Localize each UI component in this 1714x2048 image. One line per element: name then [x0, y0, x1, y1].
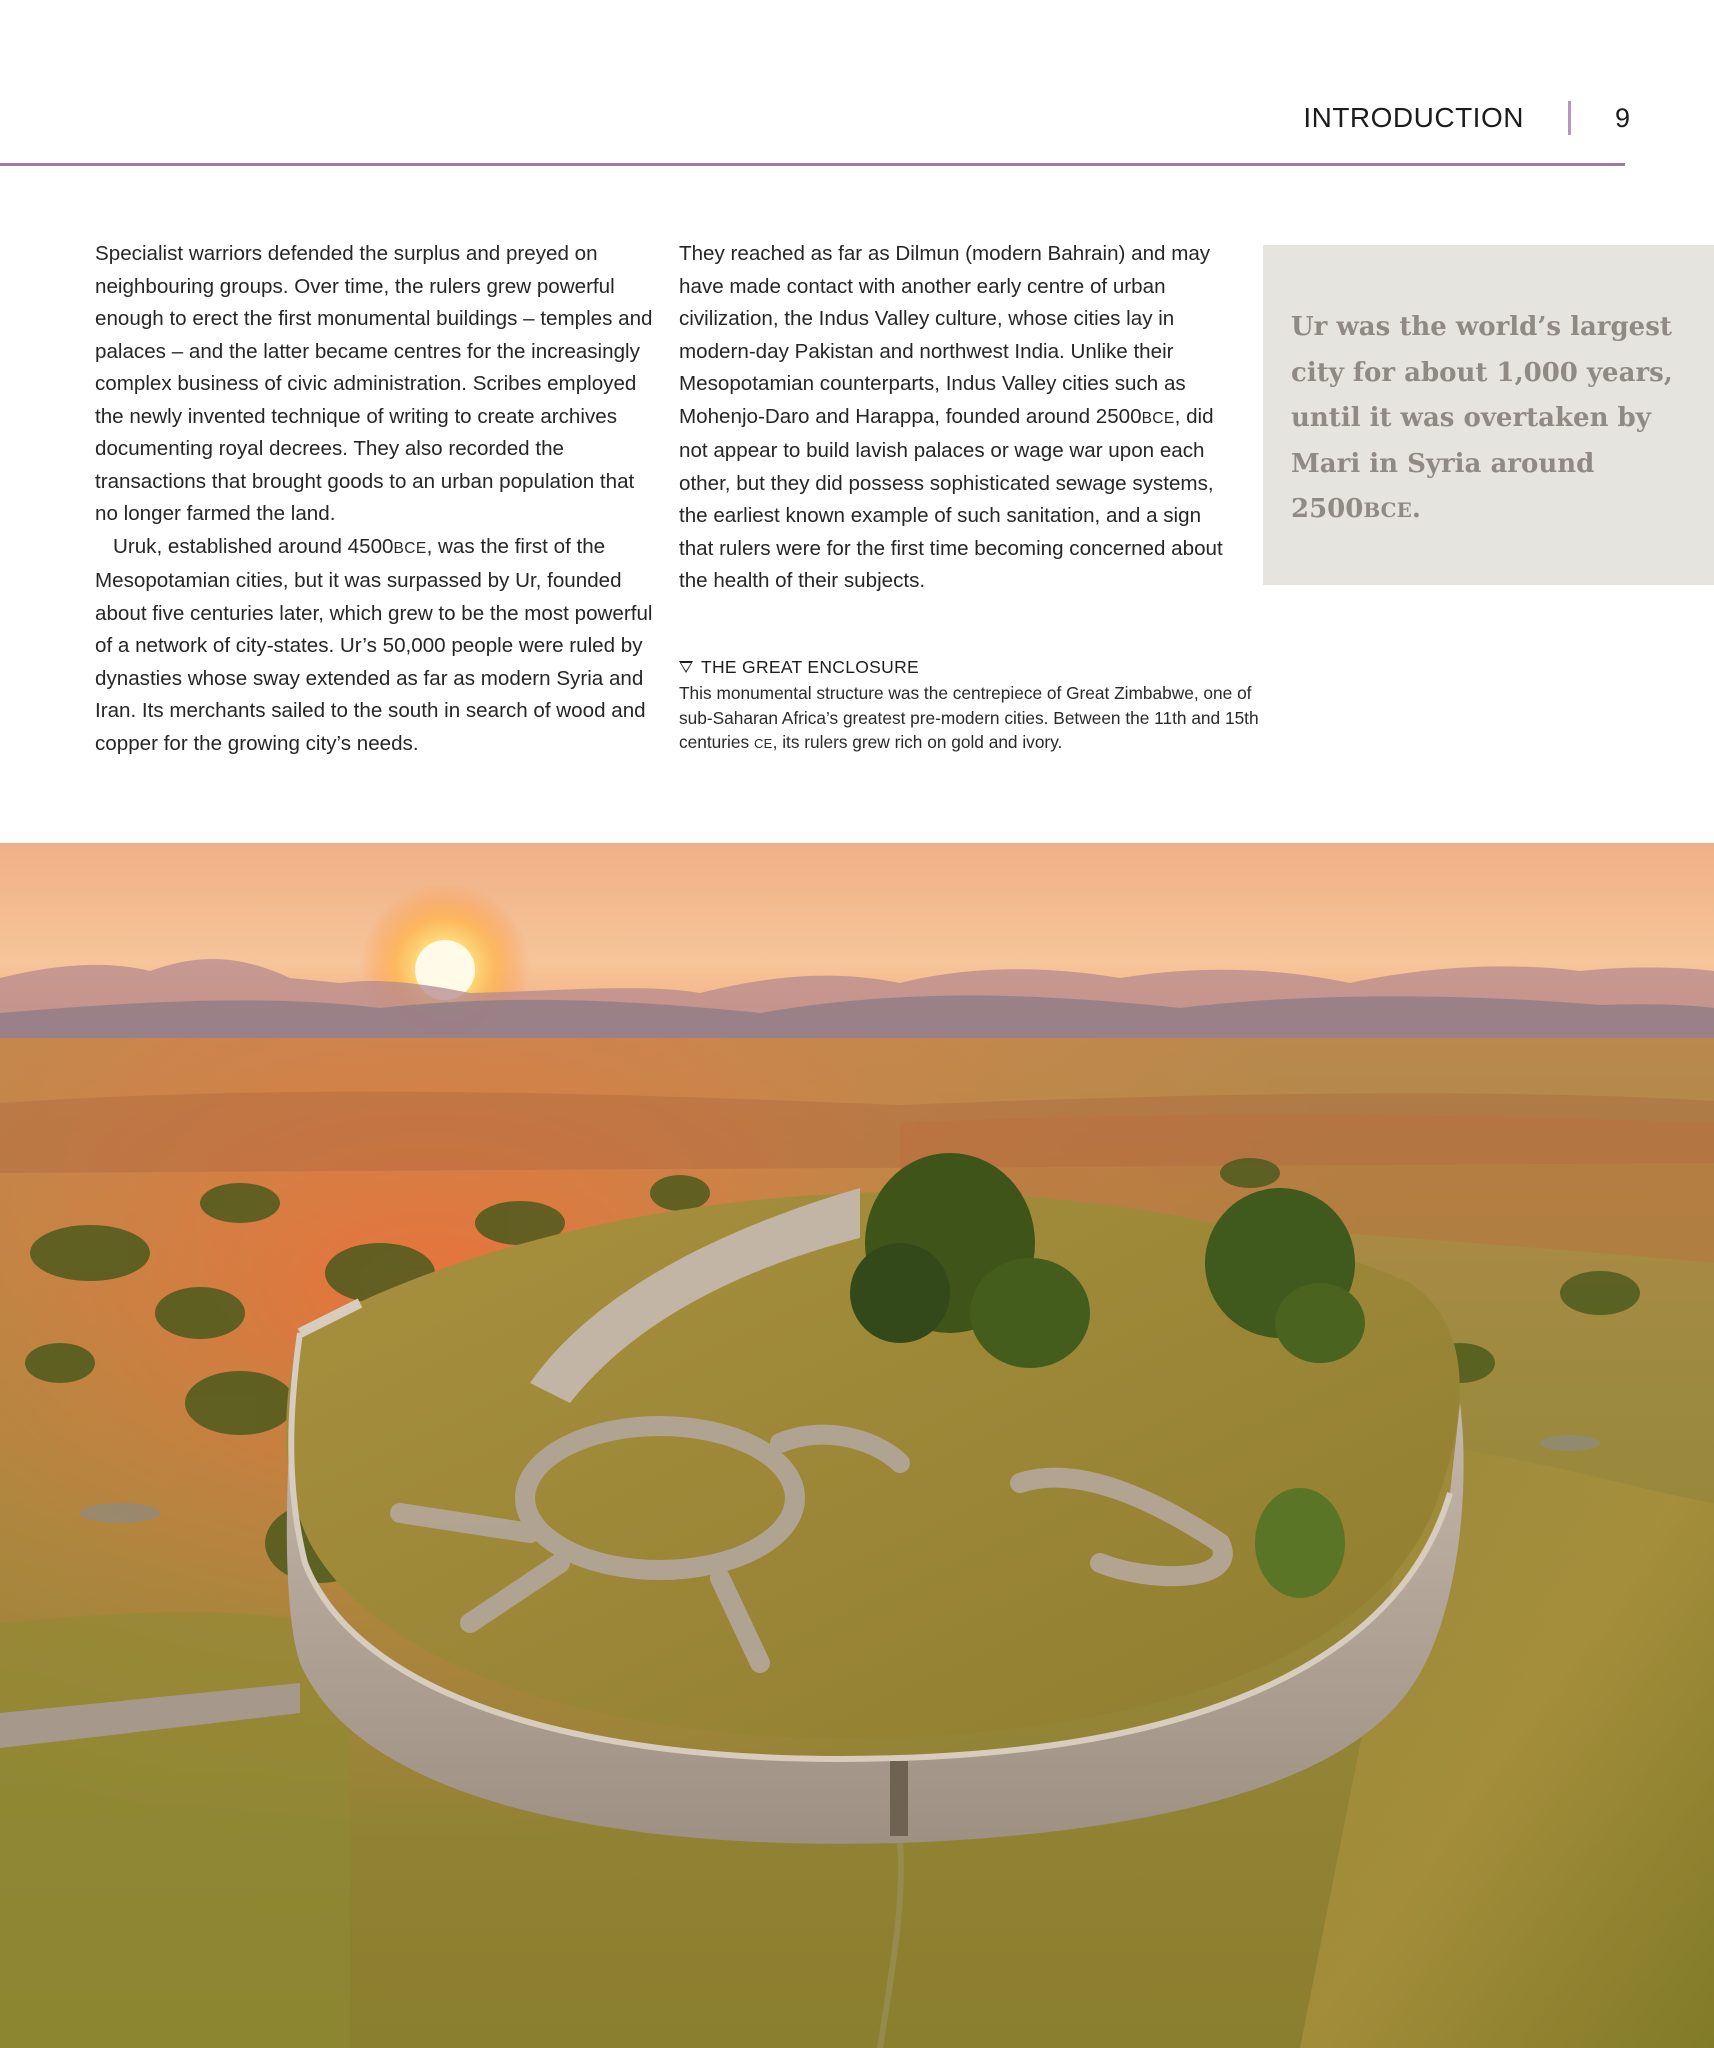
text-run: They reached as far as Dilmun (modern Bahrain) and may have made contact with another early centre of urban civilization, the Indus Valley culture, whose cities lay in modern-day Pakistan and northwest India. Unlike their Mesopotamian counterparts, Indus Valley cities such as Mohenjo-Daro and Harappa, founded around 2500 — [679, 242, 1211, 428]
text-run: Uruk, established around 4500 — [113, 534, 394, 558]
caption-title-row — [679, 655, 1259, 679]
text-run: , was the first of the Mesopotamian cities, but it was surpassed by Ur, founded about five centuries later, which grew to be the most powerful of a network of city-states. Ur’s 50,000 people were ruled by dynasties whose sway extended as far as modern Syria and Iran. Its merchants sailed to the south in search of wood and copper for the growing city’s needs. — [95, 534, 653, 755]
great-enclosure-photo — [0, 843, 1714, 2048]
era-abbreviation: BCE — [1363, 498, 1412, 522]
caption-title: THE GREAT ENCLOSURE — [701, 657, 920, 677]
triangle-down-icon — [679, 661, 693, 673]
text-run: . — [1411, 494, 1421, 524]
header-rule — [0, 163, 1625, 166]
text-run: Ur was the world’s largest city for about 1,000 years, until it was overtaken by Mari in Syria around 2500 — [1291, 312, 1673, 524]
section-title: INTRODUCTION — [1303, 102, 1524, 133]
caption-text — [679, 681, 1259, 757]
text-run: , its rulers grew rich on gold and ivory. — [772, 732, 1063, 752]
photo-caption — [679, 655, 1259, 757]
text-run: , did not appear to build lavish palaces or wage war upon each other, but they did possess sophisticated sewage systems, the earliest known example of such sanitation, and a sign that rulers were for the first time becoming concerned about the health of their subjects. — [679, 404, 1223, 592]
running-header — [1303, 100, 1630, 136]
body-paragraph — [679, 238, 1239, 598]
body-column-2 — [679, 238, 1239, 598]
page-number: 9 — [1614, 102, 1630, 133]
era-abbreviation: BCE — [393, 539, 427, 557]
era-abbreviation: CE — [753, 736, 773, 751]
era-abbreviation: BCE — [1141, 409, 1175, 427]
header-divider — [1568, 101, 1571, 135]
pull-quote — [1263, 245, 1714, 585]
pull-quote-text — [1291, 305, 1684, 534]
body-paragraph — [95, 531, 655, 761]
body-column-1 — [95, 238, 655, 760]
photo-illustration — [0, 843, 1714, 2048]
text-run: This monumental structure was the centrepiece of Great Zimbabwe, one of sub-Saharan Africa’s greatest pre-modern cities. Between the 11th and 15th centuries — [679, 683, 1259, 752]
body-paragraph: Specialist warriors defended the surplus and preyed on neighbouring groups. Over time, the rulers grew powerful enough to erect the first monumental buildings – temples and palaces – and the latter became centres for the increasingly complex business of civic administration. Scribes employed the newly invented technique of writing to create archives documenting royal decrees. They also recorded the transactions that brought goods to an urban population that no longer farmed the land. — [95, 242, 653, 525]
